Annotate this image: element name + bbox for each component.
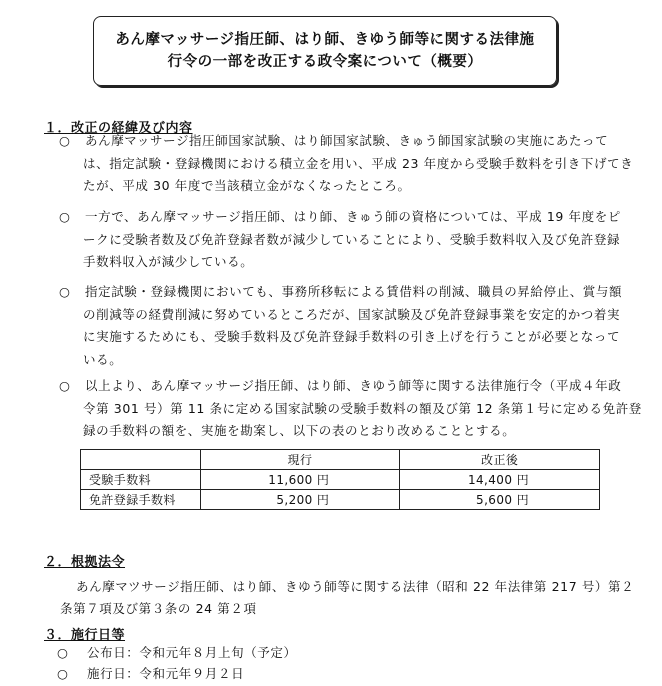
enforcement-date-text: 施行日：令和元年９月２日 (87, 666, 245, 681)
bullet-circle: ○ (59, 209, 71, 224)
table-cell-current: 11,600 円 (200, 470, 400, 490)
section-1-heading: １．改正の経緯及び内容 (44, 121, 193, 136)
bullet-circle: ○ (59, 133, 71, 148)
table-header-cell (81, 450, 201, 470)
table-cell-revised: 14,400 円 (400, 470, 600, 490)
table-cell-label: 免許登録手数料 (81, 490, 201, 510)
fee-table (80, 449, 600, 510)
paragraph-line: 指定試験・登録機関においても、事務所移転による賃借料の削減、職員の昇給停止、賞与額 (85, 284, 623, 299)
paragraph-line: の削減等の経費削減に努めているところだが、国家試験及び免許登録事業を安定的かつ着実 (83, 306, 621, 322)
paragraph-line: に実施するためにも、受験手数料及び免許登録手数料の引き上げを行うことが必要となって (83, 329, 621, 344)
section-2-heading: ２．根拠法令 (44, 555, 126, 570)
paragraph-line: ークに受験者数及び免許登録者数が減少していることにより、受験手数料収入及び免許登録 (83, 231, 621, 247)
paragraph-line: 一方で、あん摩マッサージ指圧師、はり師、きゅう師の資格については、平成 19 年度をピ (85, 209, 621, 224)
table-cell-revised: 5,600 円 (400, 490, 600, 510)
table-row (81, 470, 600, 490)
paragraph-3 (59, 281, 629, 371)
table-cell-current: 5,200 円 (200, 490, 400, 510)
table-cell-label: 受験手数料 (81, 470, 201, 490)
promulgation-date-item (57, 643, 297, 661)
table-header-row (81, 450, 600, 470)
paragraph-line: 録の手数料の額を、実施を勘案し、以下の表のとおり改めることとする。 (83, 423, 516, 438)
paragraph-line: あん摩マッサージ指圧師国家試験、はり師国家試験、きゅう師国家試験の実施にあたって (85, 133, 609, 148)
paragraph-line: は、指定試験・登録機関における積立金を用い、平成 23 年度から受験手数料を引き下げてき (83, 155, 634, 171)
paragraph-line: 手数料収入が減少している。 (83, 254, 254, 269)
legal-basis-line: あん摩マツサージ指圧師、はり師、きゆう師等に関する法律（昭和 22 年法律第 217 号）第２ (76, 579, 635, 594)
paragraph-1 (59, 130, 634, 198)
title-line-2: 行令の一部を改正する政令案について（概要） (167, 54, 483, 70)
bullet-circle: ○ (57, 666, 69, 681)
paragraph-line: いる。 (83, 351, 123, 367)
paragraph-line: 令第 301 号）第 11 条に定める国家試験の受験手数料の額及び第 12 条第１号に定める免許登 (83, 400, 642, 416)
section-3-heading: ３．施行日等 (44, 628, 126, 643)
bullet-circle: ○ (57, 645, 69, 660)
bullet-circle: ○ (59, 284, 71, 299)
paragraph-2 (59, 206, 629, 274)
title-box (93, 16, 557, 86)
bullet-circle: ○ (59, 378, 71, 393)
legal-basis-text (60, 576, 635, 620)
paragraph-4 (59, 375, 642, 443)
table-row (81, 490, 600, 510)
paragraph-line: 以上より、あん摩マッサージ指圧師、はり師、きゆう師等に関する法律施行令（平成４年政 (85, 378, 622, 393)
enforcement-date-item (57, 664, 244, 682)
title-line-1: あん摩マッサージ指圧師、はり師、きゆう師等に関する法律施 (115, 32, 535, 48)
table-header-cell: 改正後 (400, 450, 600, 470)
table-header-cell: 現行 (200, 450, 400, 470)
promulgation-date-text: 公布日：令和元年８月上旬（予定） (87, 645, 297, 660)
paragraph-line: たが、平成 30 年度で当該積立金がなくなったところ。 (83, 178, 411, 193)
legal-basis-line: 条第７項及び第３条の 24 第２項 (60, 601, 257, 616)
